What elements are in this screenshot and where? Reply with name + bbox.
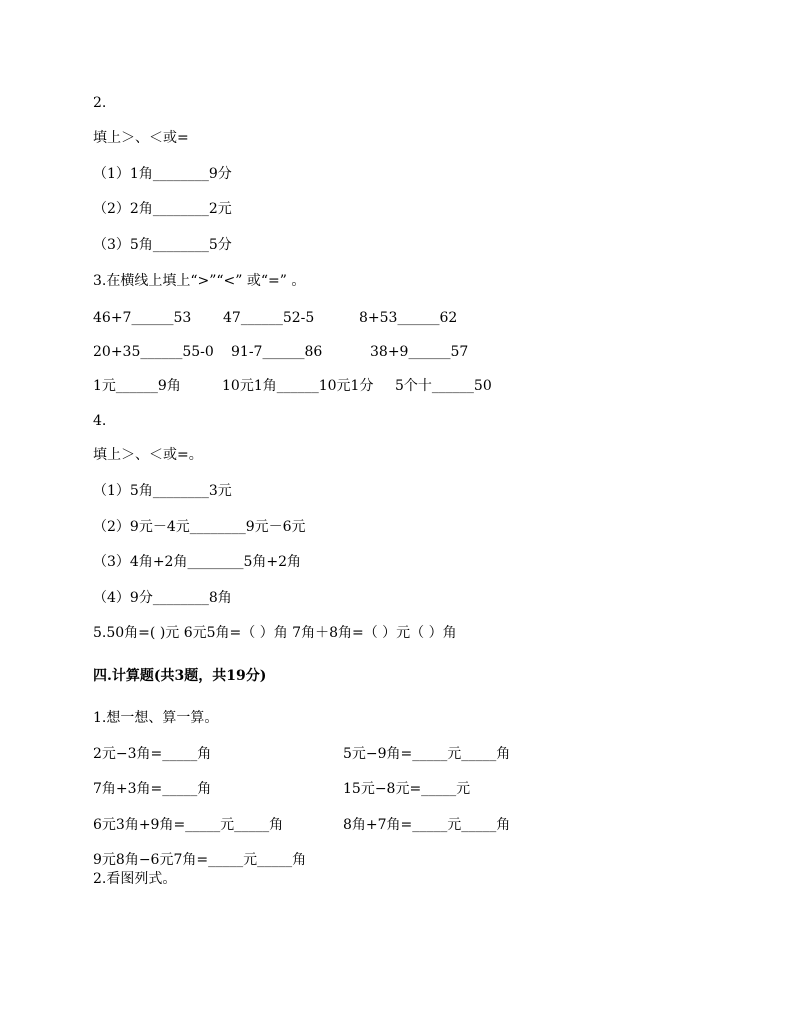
calc1-row-4-a: 9元8角−6元7角=_____元_____角 [93, 852, 307, 868]
q3-row-2-c: 38+9______57 [370, 344, 469, 360]
q2-item-1: （1）1角________9分 [93, 166, 232, 182]
q3-row-2-b: 91-7______86 [231, 344, 323, 360]
q4-item-1: （1）5角________3元 [93, 483, 232, 499]
q3-row-1-a: 46+7______53 [93, 310, 192, 326]
q5-text: 5.50角=( )元 6元5角=（ ）角 7角＋8角=（ ）元（ ）角 [93, 625, 457, 641]
q3-row-3-b: 10元1角______10元1分 [222, 378, 374, 394]
calc1-row-1-a: 2元−3角=_____角 [93, 746, 212, 762]
q3-row-2-a: 20+35______55-0 [93, 344, 214, 360]
calc1-row-3-a: 6元3角+9角=_____元_____角 [93, 817, 284, 833]
q4-item-3: （3）4角+2角________5角+2角 [93, 554, 301, 570]
q2-item-3: （3）5角________5分 [93, 237, 232, 253]
q3-title: 3.在横线上填上“>”“<” 或“=” 。 [93, 273, 306, 289]
q4-number: 4. [93, 413, 107, 429]
q4-item-4: （4）9分________8角 [93, 590, 232, 606]
q3-row-3-c: 5个十______50 [395, 378, 492, 394]
q3-row-1-c: 8+53______62 [359, 310, 458, 326]
q2-item-2: （2）2角________2元 [93, 201, 232, 217]
q2-instruction: 填上＞、＜或= [93, 130, 189, 146]
q4-instruction: 填上＞、＜或=。 [93, 447, 203, 463]
calc1-row-2-a: 7角+3角=_____角 [93, 781, 212, 797]
calc1-row-2-b: 15元−8元=_____元 [343, 781, 471, 797]
calc2-title: 2.看图列式。 [93, 871, 177, 887]
section-heading: 四.计算题(共3题，共19分) [93, 668, 267, 684]
q3-row-1-b: 47______52-5 [223, 310, 315, 326]
q2-number: 2. [93, 95, 107, 111]
calc1-row-3-b: 8角+7角=_____元_____角 [343, 817, 511, 833]
calc1-title: 1.想一想、算一算。 [93, 710, 219, 726]
calc1-row-1-b: 5元−9角=_____元_____角 [343, 746, 511, 762]
q3-row-3-a: 1元______9角 [93, 378, 181, 394]
q4-item-2: （2）9元－4元________9元－6元 [93, 519, 306, 535]
